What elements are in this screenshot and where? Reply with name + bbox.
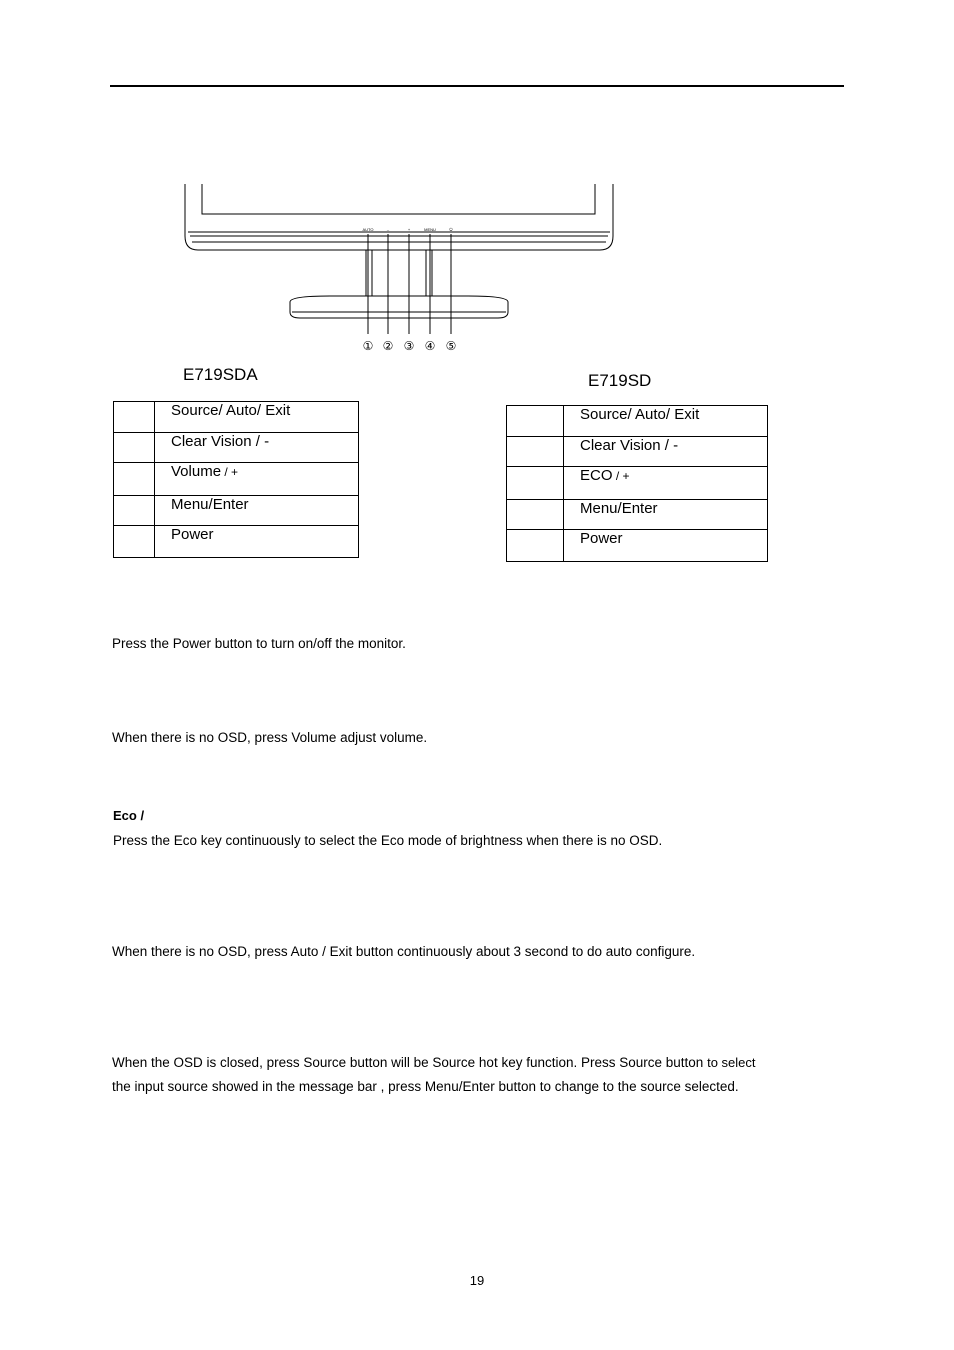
- key-label-cell: Volume / +: [155, 463, 359, 496]
- figure-btn-label: ⏻: [449, 227, 453, 232]
- key-number-cell: [114, 402, 155, 433]
- key-label-cell: Power: [155, 526, 359, 558]
- figure-btn-label: –: [386, 227, 390, 232]
- eco-description: Press the Eco key continuously to select the Eco mode of brightness when there is no OSD.: [113, 833, 663, 848]
- figure-btn-label: AUTO: [362, 227, 374, 232]
- page-number: 19: [469, 1273, 485, 1288]
- key-label-cell: Power: [564, 530, 768, 562]
- key-number-cell: [114, 526, 155, 558]
- callout-4: ④: [424, 339, 436, 353]
- callout-1: ①: [362, 339, 374, 353]
- model-label-e719sda: E719SDA: [183, 365, 258, 384]
- table-row: [114, 526, 359, 558]
- table-row: [114, 402, 359, 433]
- key-label-cell: Clear Vision / -: [564, 437, 768, 467]
- callout-5: ⑤: [445, 339, 457, 353]
- table-row: [507, 500, 768, 530]
- key-label-cell: Menu/Enter: [155, 496, 359, 526]
- key-label-cell: Clear Vision / -: [155, 433, 359, 463]
- table-row: [507, 530, 768, 562]
- key-number-cell: [507, 467, 564, 500]
- model-label-e719sd: E719SD: [588, 371, 652, 390]
- key-number-cell: [114, 496, 155, 526]
- table-row: [507, 437, 768, 467]
- key-table-e719sda: [113, 401, 359, 558]
- key-label-cell: Menu/Enter: [564, 500, 768, 530]
- key-label-cell: Source/ Auto/ Exit: [564, 406, 768, 437]
- figure-btn-label: MENU: [424, 227, 436, 232]
- power-description: Press the Power button to turn on/off the monitor.: [112, 636, 406, 651]
- key-number-cell: [114, 463, 155, 496]
- key-table-e719sd: [506, 405, 768, 562]
- key-label-cell: ECO / +: [564, 467, 768, 500]
- key-number-cell: [507, 406, 564, 437]
- eco-heading: Eco /: [113, 808, 145, 823]
- figure-btn-label: +: [407, 227, 411, 232]
- source-description-line-2: the input source showed in the message bar , press Menu/Enter button to change to the source selected.: [112, 1079, 739, 1094]
- source-description-line-1: When the OSD is closed, press Source button will be Source hot key function. Press Source button to select: [112, 1055, 756, 1070]
- volume-description: When there is no OSD, press Volume adjust volume.: [112, 730, 428, 745]
- table-row: [114, 496, 359, 526]
- key-number-cell: [114, 433, 155, 463]
- callout-3: ③: [403, 339, 415, 353]
- auto-description: When there is no OSD, press Auto / Exit button continuously about 3 second to do auto configure.: [112, 944, 696, 959]
- callout-2: ②: [382, 339, 394, 353]
- table-row: [114, 433, 359, 463]
- header-rule: [110, 85, 844, 87]
- table-row: [507, 406, 768, 437]
- key-number-cell: [507, 500, 564, 530]
- table-row: [507, 467, 768, 500]
- table-row: [114, 463, 359, 496]
- key-number-cell: [507, 530, 564, 562]
- key-number-cell: [507, 437, 564, 467]
- key-label-cell: Source/ Auto/ Exit: [155, 402, 359, 433]
- monitor-front-diagram: [180, 184, 620, 356]
